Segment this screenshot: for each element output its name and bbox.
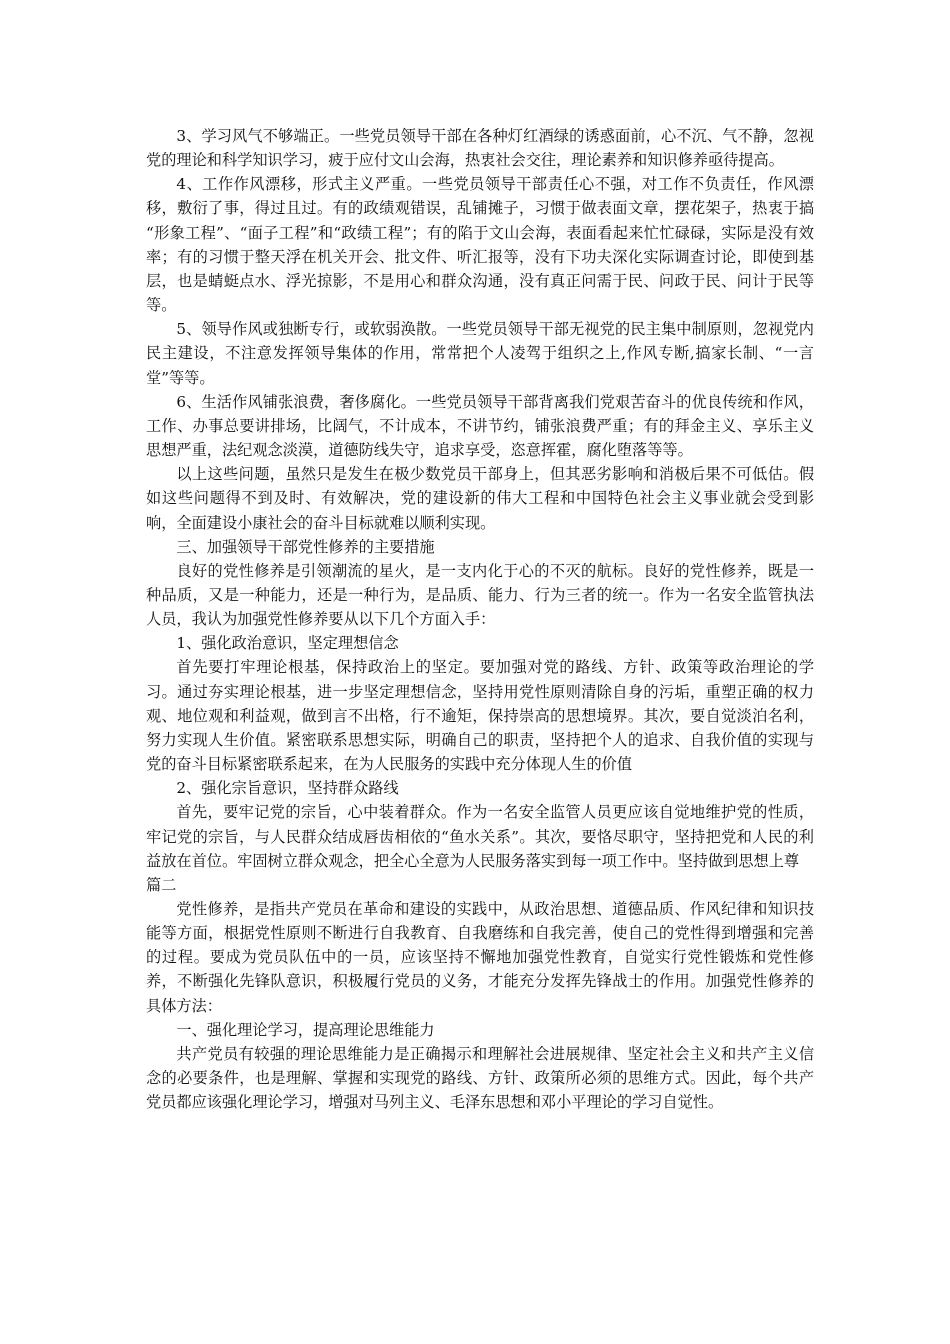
paragraph-intro: 良好的党性修养是引领潮流的星火，是一支内化于心的不灭的航标。良好的党性修养，既是一种品质，又是一种能力，还是一种行为，是品质、能力、行为三者的统一。作为一名安全监管执法人员，我认为加强党性修养要从以下几个方面入手： <box>146 561 814 629</box>
paragraph-item-5: 5、领导作风或独断专行，或软弱涣散。一些党员领导干部无视党的民主集中制原则，忽视党内民主建设，不注意发挥领导集体的作用，常常把个人凌驾于组织之上,作风专断,搞家长制、“一言堂”等等。 <box>146 320 814 387</box>
part-heading-2: 篇二 <box>146 875 177 894</box>
paragraph-summary: 以上这些问题，虽然只是发生在极少数党员干部身上，但其恶劣影响和消极后果不可低估。假如这些问题得不到及时、有效解决，党的建设新的伟大工程和中国特色社会主义事业就会受到影响，全面建设小康社会的奋斗目标就难以顺利实现。 <box>146 465 814 532</box>
section-heading-3: 三、加强领导干部党性修养的主要措施 <box>176 537 435 556</box>
paragraph-mass-line: 首先，要牢记党的宗旨，心中装着群众。作为一名安全监管人员更应该自觉地维护党的性质，牢记党的宗旨，与人民群众结成唇齿相依的“鱼水关系”。其次，要恪尽职守，坚持把党和人民的利益放在首位。牢固树立群众观念，把全心全意为人民服务落实到每一项工作中。坚持做到思想上尊 <box>146 803 814 870</box>
paragraph-item-4: 4、工作作风漂移，形式主义严重。一些党员领导干部责任心不强，对工作不负责任，作风漂移，敷衍了事，得过且过。有的政绩观错误，乱铺摊子，习惯于做表面文章，摆花架子，热衷于搞 “形象工程”、“面子工程”和“政绩工程”；有的陷于文山会海，表面看起来忙忙碌碌，实际是没有效率；有的习惯于整天浮在机关开会、批文件、听汇报等，没有下功夫深化实际调查讨论，即使到基层，也是蜻蜓点水、浮光掠影，不是用心和群众沟通，没有真正问需于民、问政于民、问计于民等等。 <box>146 175 814 315</box>
subheading-1: 1、强化政治意识，坚定理想信念 <box>176 634 399 653</box>
paragraph-item-6: 6、生活作风铺张浪费，奢侈腐化。一些党员领导干部背离我们党艰苦奋斗的优良传统和作风，工作、办事总要讲排场，比阔气，不计成本，不讲节约，铺张浪费严重；有的拜金主义、享乐主义思想严重，法纪观念淡漠，道德防线失守，追求享受，恣意挥霍，腐化堕落等等。 <box>146 392 814 460</box>
paragraph-item-3: 3、学习风气不够端正。一些党员领导干部在各种灯红酒绿的诱惑面前，心不沉、气不静，忽视党的理论和科学知识学习，疲于应付文山会海，热衷社会交往，理论素养和知识修养亟待提高。 <box>146 127 814 170</box>
paragraph-theory: 共产党员有较强的理论思维能力是正确揭示和理解社会进展规律、坚定社会主义和共产主义信念的必要条件，也是理解、掌握和实现党的路线、方针、政策所必须的思维方式。因此，每个共产党员都应该强化理论学习，增强对马列主义、毛泽东思想和邓小平理论的学习自觉性。 <box>146 1044 814 1112</box>
subheading-2: 2、强化宗旨意识，坚持群众路线 <box>176 779 399 798</box>
section-heading-1: 一、强化理论学习，提高理论思维能力 <box>176 1020 435 1039</box>
document-body <box>146 124 814 1114</box>
paragraph-political: 首先要打牢理论根基，保持政治上的坚定。要加强对党的路线、方针、政策等政治理论的学习。通过夯实理论根基，进一步坚定理想信念，坚持用党性原则清除自身的污垢，重塑正确的权力观、地位观和利益观，做到言不出格，行不逾矩，保持崇高的思想境界。其次，要自觉淡泊名利，努力实现人生价值。紧密联系思想实际，明确自己的职责，坚持把个人的追求、自我价值的实现与党的奋斗目标紧密联系起来，在为人民服务的实践中充分体现人生的价值 <box>146 658 814 774</box>
paragraph-definition: 党性修养，是指共产党员在革命和建设的实践中，从政治思想、道德品质、作风纪律和知识技能等方面，根据党性原则不断进行自我教育、自我磨练和自我完善，使自己的党性得到增强和完善的过程。要成为党员队伍中的一员，应该坚持不懈地加强党性教育，自觉实行党性锻炼和党性修养，不断强化先锋队意识，积极履行党员的义务，才能充分发挥先锋战士的作用。加强党性修养的具体方法： <box>146 900 814 1015</box>
